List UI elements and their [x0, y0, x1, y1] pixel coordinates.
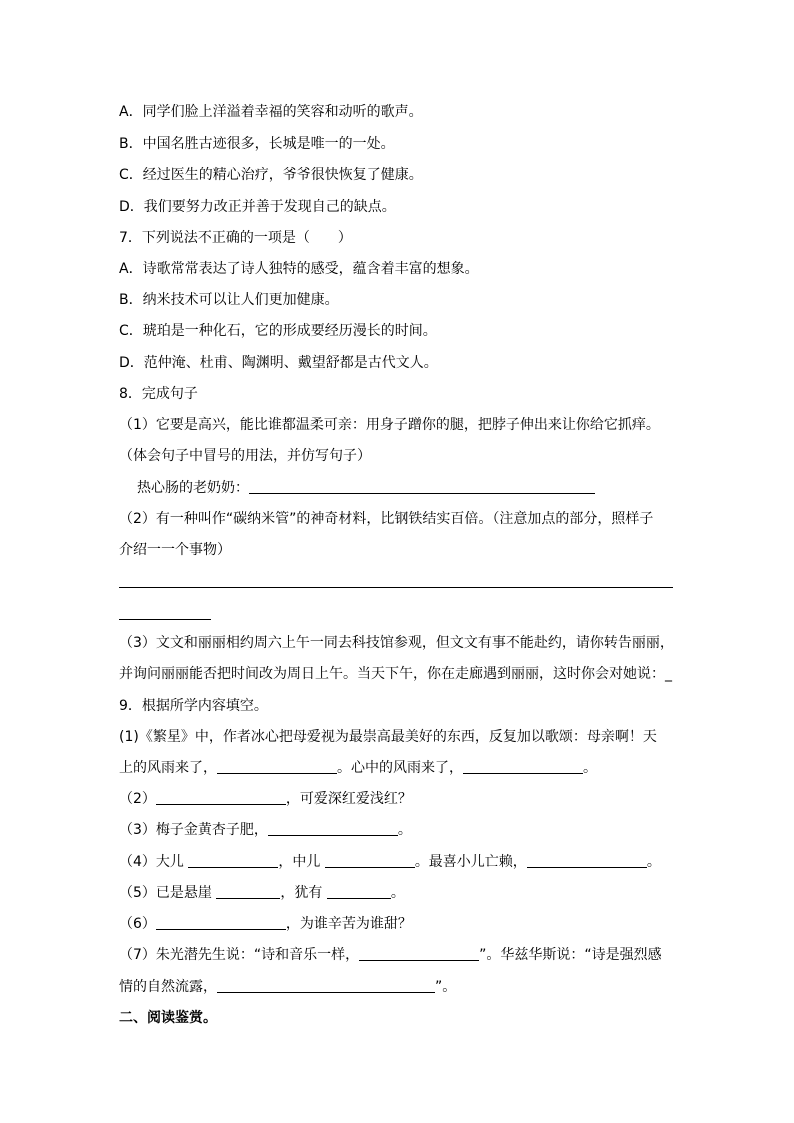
q9-4-text-b: ，中儿 [278, 854, 325, 870]
answer-blank[interactable] [527, 853, 647, 868]
q9-3-end: 。 [397, 822, 412, 838]
answer-line[interactable] [119, 587, 673, 588]
q7-option-b: B．纳米技术可以让人们更加健康。 [119, 292, 339, 308]
q9-6-num: （6） [119, 916, 156, 932]
q9-part-7-cont [119, 977, 456, 997]
q9-2-text: ，可爱深红爱浅红？ [285, 791, 412, 807]
q8-part-3: （3）文文和丽丽相约周六上午一同去科技馆参观，但文文有事不能赴约，请你转告丽丽， [119, 635, 674, 651]
q9-part-3 [119, 820, 412, 840]
option-c-line: C．经过医生的精心治疗，爷爷很快恢复了健康。 [119, 167, 423, 183]
q9-5-text-b: ，犹有 [280, 885, 327, 901]
answer-blank[interactable] [188, 853, 278, 868]
q9-1-text-b: 。心中的风雨来了， [337, 760, 463, 776]
answer-blank[interactable] [249, 479, 595, 494]
q9-7-text-a: （7）朱光潜先生说：“诗和音乐一样， [119, 947, 360, 963]
q9-4-text-c: 。最喜小儿亡赖， [414, 854, 527, 870]
q8-part-1-prompt: 热心肠的老奶奶： [137, 480, 249, 496]
q9-2-num: （2） [119, 791, 156, 807]
answer-blank[interactable] [216, 884, 280, 899]
q7-option-a: A．诗歌常常表达了诗人独特的感受，蕴含着丰富的想象。 [119, 261, 479, 277]
q7-option-c: C．琥珀是一种化石，它的形成要经历漫长的时间。 [119, 323, 437, 339]
q8-part-2: （2）有一种叫作“碳纳米管”的神奇材料，比钢铁结实百倍。（注意加点的部分，照样子 [119, 511, 654, 527]
answer-blank[interactable] [327, 884, 391, 899]
answer-blank[interactable] [217, 978, 435, 993]
q9-7-text-d: ”。 [435, 979, 457, 995]
q9-part-4 [119, 852, 661, 872]
q9-4-text-a: （4）大儿 [119, 854, 189, 870]
q9-1-text-c: 。 [583, 760, 597, 776]
question-8: 8．完成句子 [119, 386, 198, 402]
q9-part-6 [119, 914, 412, 934]
q7-option-d: D．范仲淹、杜甫、陶渊明、戴望舒都是古代文人。 [119, 355, 438, 371]
q8-part-2-cont: 介绍一一个事物） [119, 542, 231, 558]
q9-1-text-a: 上的风雨来了， [119, 760, 217, 776]
answer-blank[interactable] [325, 853, 415, 868]
q8-part-1-answer [137, 478, 595, 498]
q9-part-1: (1)《繁星》中，作者冰心把母爱视为最崇高最美好的东西，反复加以歌颂：母亲啊！天 [119, 729, 657, 745]
q9-part-5 [119, 883, 405, 903]
q9-6-text: ，为谁辛苦为谁甜？ [285, 916, 412, 932]
q9-3-text: （3）梅子金黄杏子肥， [119, 822, 268, 838]
option-a-line: A．同学们脸上洋溢着幸福的笑容和动听的歌声。 [119, 104, 423, 120]
q9-part-7 [119, 945, 662, 965]
q9-part-2 [119, 789, 412, 809]
answer-blank[interactable] [359, 946, 479, 961]
q8-part-1-instruction: （体会句子中冒号的用法，并仿写句子） [119, 448, 371, 464]
q9-part-1-cont [119, 758, 597, 778]
answer-blank[interactable] [463, 759, 583, 774]
answer-blank[interactable] [268, 821, 398, 836]
answer-blank[interactable] [217, 759, 337, 774]
q9-7-text-c: 情的自然流露， [119, 979, 217, 995]
answer-blank[interactable] [156, 790, 286, 805]
answer-blank[interactable] [156, 915, 286, 930]
q9-5-text-a: （5）已是悬崖 [119, 885, 217, 901]
answer-line-short[interactable] [119, 619, 211, 620]
q9-7-text-b: ”。华兹华斯说：“诗是强烈感 [479, 947, 662, 963]
q9-4-text-d: 。 [646, 854, 661, 870]
option-b-line: B．中国名胜古迹很多，长城是唯一的一处。 [119, 136, 395, 152]
section-2-heading: 二、阅读鉴赏。 [119, 1010, 217, 1026]
q9-5-text-c: 。 [390, 885, 405, 901]
option-d-line: D．我们要努力改正并善于发现自己的缺点。 [119, 199, 396, 215]
q8-part-3-cont: 并询问丽丽能否把时间改为周日上午。当天下午，你在走廊遇到丽丽，这时你会对她说：_ [119, 666, 672, 682]
question-9: 9．根据所学内容填空。 [119, 698, 268, 714]
q8-part-1: （1）它要是高兴，能比谁都温柔可亲：用身子蹭你的腿，把脖子伸出来让你给它抓痒。 [119, 417, 660, 433]
question-7: 7．下列说法不正确的一项是（ ） [119, 230, 352, 246]
